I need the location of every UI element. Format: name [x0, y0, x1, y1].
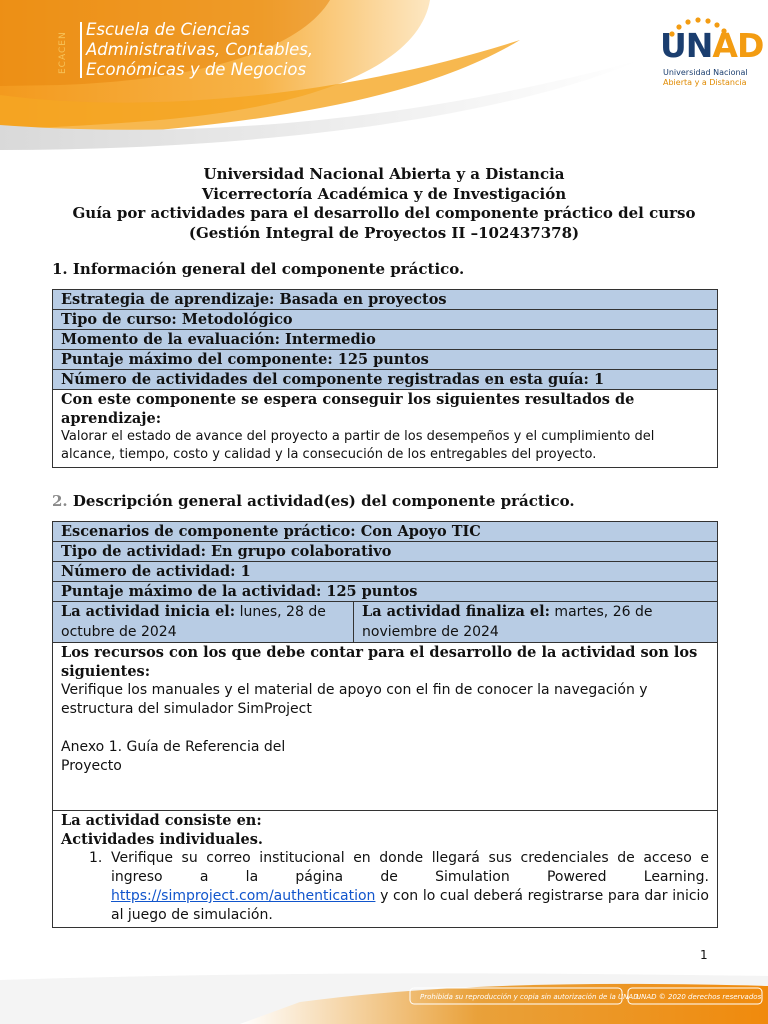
header-divider [80, 22, 82, 78]
title-line: Universidad Nacional Abierta y a Distancia [203, 165, 565, 183]
footer-copy-notice: Prohibida su reproducción y copia sin autorización de la UNAD. [420, 993, 641, 1001]
table-row: Puntaje máximo de la actividad: 125 puntos [53, 582, 717, 602]
logo-letters-ad: AD [712, 26, 764, 65]
table-row: Número de actividad: 1 [53, 562, 717, 582]
section-number: 1. [52, 260, 68, 278]
school-line: Económicas y de Negocios [86, 60, 307, 79]
logo-letter: U [660, 26, 686, 65]
unad-logo-word [660, 26, 763, 65]
item-text-part-1: Verifique su correo institucional en donde llegará sus credenciales de acceso e ingreso a la página de Simulation Powered Learning. [111, 850, 709, 885]
school-name [86, 20, 313, 80]
table-row: Número de actividades del componente registradas en esta guía: 1 [53, 370, 717, 390]
ecacen-tag: ECACEN [58, 31, 68, 75]
section-title: Información general del componente práctico. [72, 260, 465, 278]
title-line: Guía por actividades para el desarrollo del componente práctico del curso [72, 204, 696, 222]
outcomes-cell [53, 390, 717, 467]
section-1-heading [52, 260, 464, 278]
school-line: Administrativas, Contables, [86, 40, 314, 59]
outcomes-text: Valorar el estado de avance del proyecto a partir de los desempeños y el cumplimiento del alcance, tiempo, costo y calidad y la consecución de los entregables del proyecto. [61, 429, 655, 462]
simproject-link[interactable]: https://simproject.com/authentication [111, 888, 376, 904]
section-2-table [52, 521, 718, 928]
end-date-cell [354, 602, 717, 642]
table-row: Tipo de curso: Metodológico [53, 310, 717, 330]
section-number: 2. [52, 492, 68, 510]
outcomes-heading: Con este componente se espera conseguir los siguientes resultados de aprendizaje: [61, 391, 635, 427]
start-date-label: La actividad inicia el: [61, 603, 236, 620]
activity-cell [53, 811, 717, 927]
page-number: 1 [700, 948, 708, 962]
end-date-label: La actividad finaliza el: [362, 603, 550, 620]
list-item-text [111, 849, 709, 925]
resources-heading: Los recursos con los que debe contar para el desarrollo de la actividad son los siguientes: [61, 644, 698, 680]
resources-text: Verifique los manuales y el material de apoyo con el fin de conocer la navegación y estructura del simulador SimProject [61, 682, 648, 717]
list-item [61, 849, 709, 925]
logo-sub-line-1: Universidad Nacional [663, 68, 748, 77]
table-row: Tipo de actividad: En grupo colaborativo [53, 542, 717, 562]
start-date-value: lunes, 28 de octubre de 2024 [61, 604, 326, 640]
annex-text: Anexo 1. Guía de Referencia del Proyecto [61, 739, 286, 774]
start-date-cell [53, 602, 354, 642]
table-row: Momento de la evaluación: Intermedio [53, 330, 717, 350]
activity-subheading: Actividades individuales. [61, 831, 263, 848]
logo-letter: N [685, 26, 713, 65]
table-row: Puntaje máximo del componente: 125 puntos [53, 350, 717, 370]
list-item-number: 1. [89, 850, 103, 866]
dates-row [53, 602, 717, 643]
document-titles [40, 165, 728, 243]
footer-rights: UNAD © 2020 derechos reservados. [636, 993, 764, 1001]
end-date-value: martes, 26 de noviembre de 2024 [362, 604, 653, 640]
title-line: (Gestión Integral de Proyectos II –102437378) [188, 223, 580, 242]
resources-cell [53, 643, 717, 811]
section-1-table [52, 289, 718, 468]
section-2-heading [52, 492, 575, 510]
activity-heading: La actividad consiste en: [61, 812, 262, 829]
table-row: Escenarios de componente práctico: Con Apoyo TIC [53, 522, 717, 542]
unad-logo-subtitle [663, 68, 748, 88]
logo-sub-line-2: Abierta y a Distancia [663, 78, 747, 87]
item-text-part-2: y con lo cual deberá registrarse para dar inicio al juego de simulación. [111, 888, 709, 923]
section-title: Descripción general actividad(es) del componente práctico. [72, 492, 575, 510]
school-line: Escuela de Ciencias [86, 20, 250, 39]
title-line: Vicerrectoría Académica y de Investigación [201, 184, 567, 203]
table-row: Estrategia de aprendizaje: Basada en proyectos [53, 290, 717, 310]
